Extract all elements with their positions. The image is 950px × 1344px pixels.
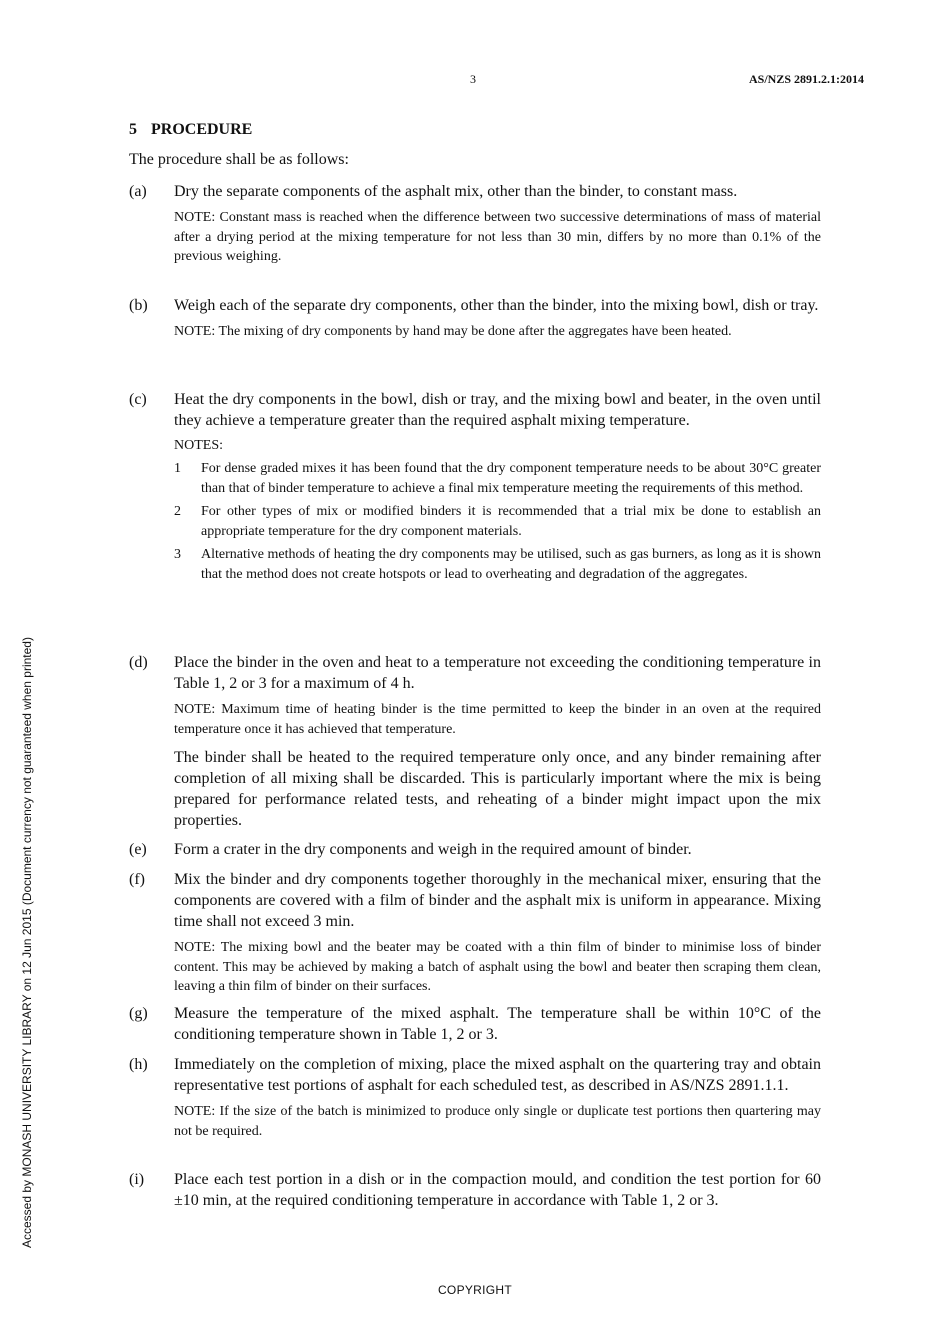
numbered-note bbox=[174, 545, 821, 584]
procedure-step-d bbox=[129, 652, 821, 831]
section-title: PROCEDURE bbox=[151, 121, 253, 138]
procedure-step-h bbox=[129, 1054, 821, 1141]
step-text: Immediately on the completion of mixing, place the mixed asphalt on the quartering tray and obtain representative test portions of asphalt for each scheduled test, as described in AS/NZS 2891.1.1. bbox=[174, 1056, 821, 1094]
step-label: (d) bbox=[129, 654, 148, 671]
step-label: (a) bbox=[129, 183, 147, 200]
step-note: NOTE: Constant mass is reached when the difference between two successive determinations of mass of material after a drying period at the mixing temperature for not less than 30 min, differs by no more than 0.1% of the previous weighing. bbox=[174, 210, 821, 264]
step-text: Measure the temperature of the mixed asphalt. The temperature shall be within 10°C of the conditioning temperature shown in Table 1, 2 or 3. bbox=[174, 1005, 821, 1043]
procedure-step-a bbox=[129, 181, 821, 267]
step-note: NOTE: The mixing of dry components by hand may be done after the aggregates have been heated. bbox=[174, 324, 732, 339]
step-label: (b) bbox=[129, 297, 148, 314]
step-text: Heat the dry components in the bowl, dish or tray, and the mixing bowl and beater, in the oven until they achieve a temperature greater than the required asphalt mixing temperature. bbox=[174, 391, 821, 429]
note-number: 3 bbox=[174, 547, 181, 562]
step-label: (h) bbox=[129, 1056, 148, 1073]
numbered-note bbox=[174, 459, 821, 498]
step-paragraph: The binder shall be heated to the required temperature only once, and any binder remaining after completion of all mixing shall be discarded. This is particularly important where the mix is being prepared for performance related tests, and reheating of a binder might impact upon the mix properties. bbox=[174, 749, 821, 829]
step-text: Place the binder in the oven and heat to a temperature not exceeding the conditioning temperature in Table 1, 2 or 3 for a maximum of 4 h. bbox=[174, 654, 821, 692]
step-text: Dry the separate components of the asphalt mix, other than the binder, to constant mass. bbox=[174, 183, 738, 200]
access-watermark-text: Accessed by MONASH UNIVERSITY LIBRARY on 12 Jun 2015 (Document currency not guaranteed when printed) bbox=[20, 637, 34, 1248]
step-note: NOTE: Maximum time of heating binder is the time permitted to keep the binder in an oven at the required temperature once it has achieved that temperature. bbox=[174, 702, 821, 737]
step-text: Weigh each of the separate dry components, other than the binder, into the mixing bowl, dish or tray. bbox=[174, 297, 819, 314]
step-label: (e) bbox=[129, 841, 147, 858]
notes-title: NOTES: bbox=[174, 438, 223, 453]
step-label: (f) bbox=[129, 871, 145, 888]
procedure-step-c bbox=[129, 389, 821, 584]
procedure-step-i bbox=[129, 1169, 821, 1211]
procedure-step-g bbox=[129, 1003, 821, 1045]
note-number: 2 bbox=[174, 504, 181, 519]
step-text: Mix the binder and dry components together thoroughly in the mechanical mixer, ensuring that the components are covered with a film of binder and the asphalt mix is uniform in appearance. Mixing time shall not exceed 3 min. bbox=[174, 871, 821, 930]
step-note: NOTE: The mixing bowl and the beater may be coated with a thin film of binder to minimise loss of binder content. This may be achieved by making a batch of asphalt using the bowl and beater then scraping them clean, leaving a thin film of binder on their surfaces. bbox=[174, 940, 821, 994]
procedure-step-e bbox=[129, 839, 821, 860]
step-text: Form a crater in the dry components and weigh in the required amount of binder. bbox=[174, 841, 692, 858]
step-label: (i) bbox=[129, 1171, 145, 1188]
note-text: Alternative methods of heating the dry components may be utilised, such as gas burners, as long as it is shown that the method does not create hotspots or lead to overheating and degradation of the aggregates. bbox=[201, 547, 821, 582]
procedure-step-f bbox=[129, 869, 821, 997]
note-text: For other types of mix or modified binders it is recommended that a trial mix be done to establish an appropriate temperature for the dry component materials. bbox=[201, 504, 821, 539]
note-text: For dense graded mixes it has been found that the dry component temperature needs to be about 30°C greater than that of binder temperature to achieve a final mix temperature meeting the requirements of this method. bbox=[201, 461, 821, 496]
step-note: NOTE: If the size of the batch is minimized to produce only single or duplicate test portions then quartering may not be required. bbox=[174, 1104, 821, 1139]
numbered-note bbox=[174, 502, 821, 541]
note-number: 1 bbox=[174, 461, 181, 476]
step-text: Place each test portion in a dish or in the compaction mould, and condition the test portion for 60 ±10 min, at the required conditioning temperature in accordance with Table 1, 2 or 3. bbox=[174, 1171, 821, 1209]
page-number: 3 bbox=[470, 72, 476, 86]
procedure-step-b bbox=[129, 295, 821, 342]
step-label: (c) bbox=[129, 391, 147, 408]
standard-code: AS/NZS 2891.2.1:2014 bbox=[748, 72, 864, 86]
section-intro: The procedure shall be as follows: bbox=[129, 151, 349, 168]
section-number: 5 bbox=[129, 121, 137, 138]
section-heading bbox=[129, 121, 252, 139]
step-label: (g) bbox=[129, 1005, 148, 1022]
copyright-footer: COPYRIGHT bbox=[437, 1283, 513, 1297]
